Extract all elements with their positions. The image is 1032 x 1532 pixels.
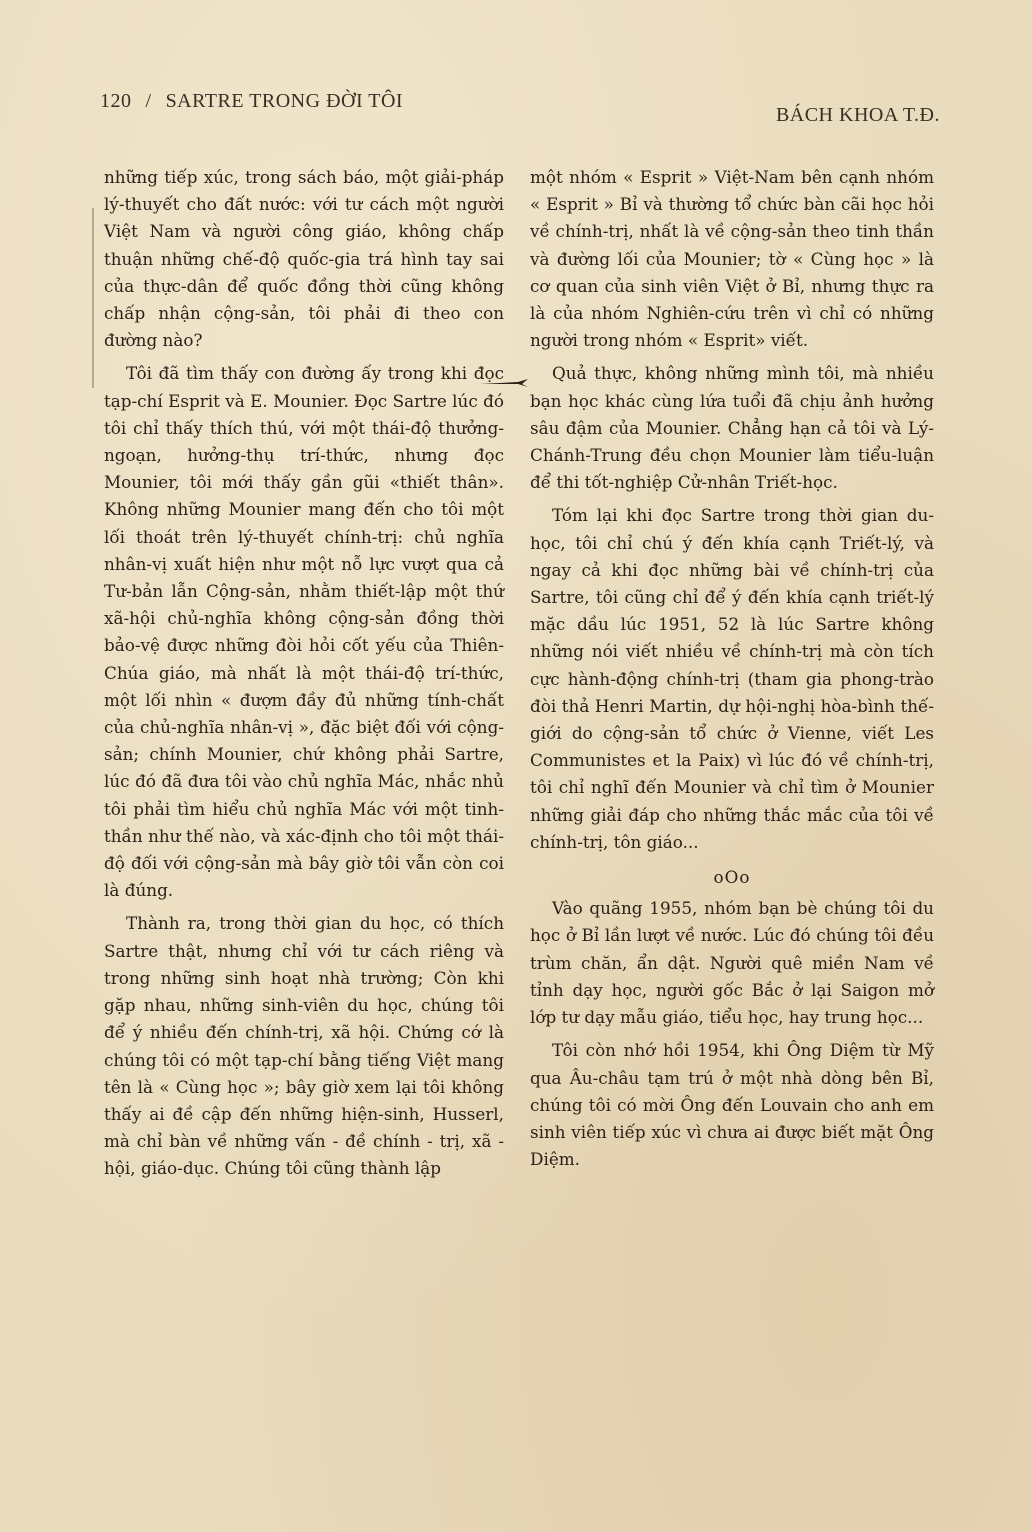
header-separator: /	[145, 90, 152, 112]
publication-title: BÁCH KHOA T.Đ.	[775, 104, 940, 126]
paragraph: Tôi còn nhớ hồi 1954, khi Ông Diệm từ Mỹ qua Âu-châu tạm trú ở một nhà dòng bên Bỉ, chúng tôi có mời Ông đến Louvain cho anh em sinh viên tiếp xúc vì chưa ai được biết mặt Ông Diệm.	[530, 1040, 934, 1170]
section-break: oOo	[713, 867, 751, 888]
paragraph: Quả thực, không những mình tôi, mà nhiều bạn học khác cùng lứa tuổi đã chịu ảnh hưởng sâu đậm của Mounier. Chẳng hạn cả tôi và Lý-Chánh-Trung đều chọn Mounier làm tiểu-luận để thi tốt-nghiệp Cử-nhân Triết-học.	[530, 363, 934, 493]
paragraph: Tôi đã tìm thấy con đường ấy trong khi đọc tạp-chí Esprit và E. Mounier. Đọc Sartre lúc đó tôi chỉ thấy thích thú, với một thái-độ thưởng-ngoạn, hưởng-thụ trí-thức, nhưng đọc Mounier, tôi mới thấy gần gũi «thiết thân». Không những Mounier mang đến cho tôi một lối thoát trên lý-thuyết chính-trị: chủ nghĩa nhân-vị xuất hiện như một nỗ lực vượt qua cả Tư-bản lẫn Cộng-sản, nhằm thiết-lập một thứ xã-hội chủ-nghĩa không cộng-sản đồng thời bảo-vệ được những đòi hỏi cốt yếu của Thiên-Chúa giáo, mà nhất là một thái-độ trí-thức, một lối nhìn « đượm đầy đủ những tính-chất của chủ-nghĩa nhân-vị », đặc biệt đối với cộng-sản; chính Mounier, chứ không phải Sartre, lúc đó đã đưa tôi vào chủ nghĩa Mác, nhắc nhủ tôi phải tìm hiểu chủ nghĩa Mác với một tinh-thần như thế nào, và xác-định cho tôi một thái-độ đối với cộng-sản mà bây giờ tôi vẫn còn coi là đúng.	[104, 363, 504, 901]
page-number: 120	[100, 90, 132, 112]
paragraph: những tiếp xúc, trong sách báo, một giải-pháp lý-thuyết cho đất nước: với tư cách một người Việt Nam và người công giáo, không chấp thuận những chế-độ quốc-gia trá hình tay sai của thực-dân để quốc đồng thời cũng không chấp nhận cộng-sản, tôi phải đi theo con đường nào?	[104, 167, 504, 351]
page-header	[100, 90, 940, 124]
left-column	[104, 164, 504, 1183]
header-left	[100, 90, 403, 113]
margin-bracket	[92, 208, 94, 388]
running-title: SARTRE TRONG ĐỜI TÔI	[165, 90, 404, 112]
paragraph: Vào quãng 1955, nhóm bạn bè chúng tôi du học ở Bỉ lần lượt về nước. Lúc đó chúng tôi đều trùm chăn, ẩn dật. Người quê miền Nam về tỉnh dạy học, người gốc Bắc ở lại Saigon mở lớp tư dạy mẫu giáo, tiểu học, hay trung học...	[530, 898, 934, 1028]
right-column	[530, 164, 934, 1173]
paragraph: Tóm lại khi đọc Sartre trong thời gian du-học, tôi chỉ chú ý đến khía cạnh Triết-lý, và ngay cả khi đọc những bài về chính-trị của Sartre, tôi cũng chỉ để ý đến khía cạnh triết-lý mặc dầu lúc 1951, 52 là lúc Sartre không những nói viết nhiều về chính-trị mà còn tích cực hành-động chính-trị (tham gia phong-trào đòi thả Henri Martin, dự hội-nghị hòa-bình thế-giới do cộng-sản tổ chức ở Vienne, viết Les Communistes et la Paix) vì lúc đó về chính-trị, tôi chỉ nghĩ đến Mounier và chỉ tìm ở Mounier những giải đáp cho những thắc mắc của tôi về chính-trị, tôn giáo...	[530, 505, 934, 852]
paragraph: một nhóm « Esprit » Việt-Nam bên cạnh nhóm « Esprit » Bỉ và thường tổ chức bàn cãi học hỏi về chính-trị, nhất là về cộng-sản theo tinh thần và đường lối của Mounier; tờ « Cùng học » là cơ quan của sinh viên Việt ở Bỉ, nhưng thực ra là của nhóm Nghiên-cứu trên vì chỉ có những người trong nhóm « Esprit» viết.	[530, 167, 934, 351]
paragraph: Thành ra, trong thời gian du học, có thích Sartre thật, nhưng chỉ với tư cách riêng và trong những sinh hoạt nhà trường; Còn khi gặp nhau, những sinh-viên du học, chúng tôi để ý nhiều đến chính-trị, xã hội. Chứng cớ là chúng tôi có một tạp-chí bằng tiếng Việt mang tên là « Cùng học »; bây giờ xem lại tôi không thấy ai đề cập đến những hiện-sinh, Husserl, mà chỉ bàn về những vấn - đề chính - trị, xã - hội, giáo-dục. Chúng tôi cũng thành lập	[104, 913, 504, 1179]
